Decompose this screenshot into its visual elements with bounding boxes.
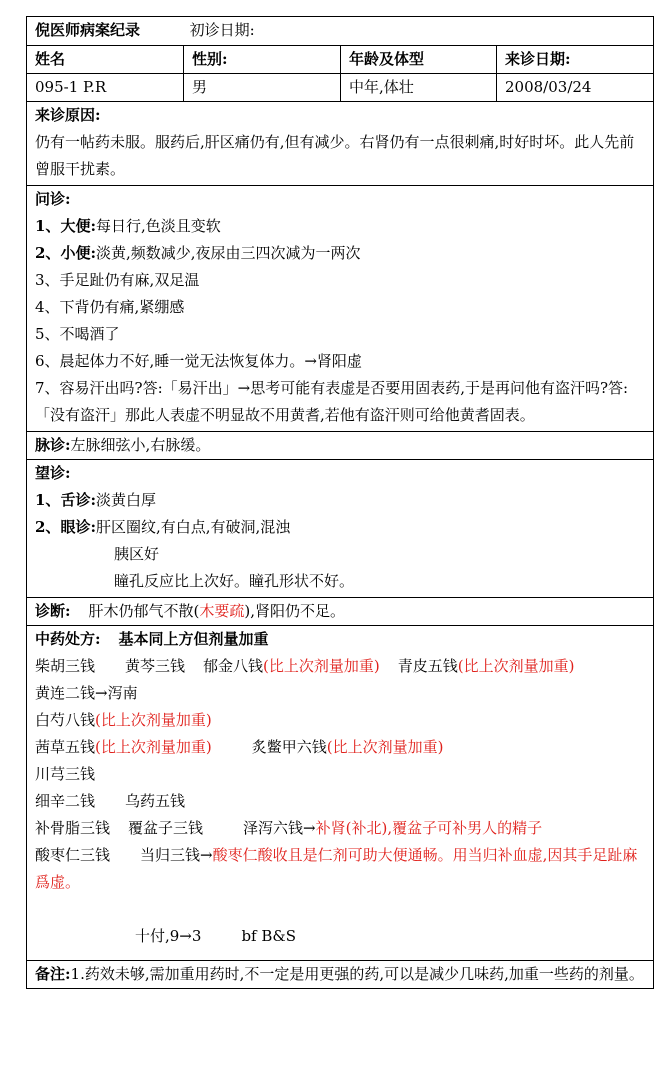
inquiry-item-urine: 2、小便:淡黄,频数减少,夜尿由三四次减为一两次 (35, 244, 361, 262)
prescription-header: 中药处方: 基本同上方但剂量加重 (35, 630, 269, 648)
inquiry-row (27, 186, 654, 432)
remarks-text: 备注:1.药效未够,需加重用药时,不一定是用更强的药,可以是减少几味药,加重一些药的剂量。 (35, 965, 644, 983)
inspection-label: 望诊: (35, 464, 71, 482)
reason-row (27, 102, 654, 186)
inquiry-label: 问诊: (35, 190, 71, 208)
herb-line-7: 补骨脂三钱 覆盆子三钱 泽泻六钱→补肾(补北),覆盆子可补男人的精子 (35, 819, 543, 837)
diagnosis-row: 诊断: 肝木仍郁气不散(木要疏),肾阳仍不足。 (27, 598, 654, 626)
diagnosis-note: 木要疏 (199, 602, 245, 620)
herb-line-3: 白芍八钱(比上次剂量加重) (35, 711, 212, 729)
eye-diagnosis-line-2: 胰区好 (114, 545, 160, 563)
reason-text: 仍有一帖药未服。服药后,肝区痛仍有,但有减少。右肾仍有一点很刺痛,时好时坏。此人先前曾服干扰素。 (35, 133, 635, 178)
pulse-row (27, 432, 654, 460)
eye-diagnosis: 2、眼诊:肝区圈纹,有白点,有破洞,混浊 (35, 518, 291, 536)
herb-line-2: 黄连二钱→泻南 (35, 684, 138, 702)
pulse-label: 脉诊: (35, 436, 71, 454)
eye-diagnosis-line-3: 瞳孔反应比上次好。瞳孔形状不好。 (114, 572, 355, 590)
patient-header-row (27, 46, 654, 74)
herb-line-6: 细辛二钱 乌药五钱 (35, 792, 186, 810)
case-record-table (26, 16, 654, 989)
inquiry-item-7: 7、容易汗出吗?答:「易汗出」→思考可能有表虚是否要用固表药,于是再问他有盗汗吗?答:「没有盗汗」那此人表虚不明显故不用黄耆,若他有盗汗则可给他黄耆固表。 (35, 379, 629, 424)
herb-line-1: 柴胡三钱 黄芩三钱 郁金八钱(比上次剂量加重) 青皮五钱(比上次剂量加重) (35, 657, 575, 675)
diagnosis-label: 诊断: (35, 602, 71, 620)
page-bottom-edge (0, 1066, 659, 1076)
patient-value-row (27, 74, 654, 102)
value-age-build: 中年,体壮 (341, 74, 497, 102)
header-visit-date: 来诊日期: (497, 46, 654, 74)
record-title: 倪医师病案纪录 (35, 21, 141, 39)
reason-label: 来诊原因: (35, 106, 101, 124)
value-visit-date: 2008/03/24 (497, 74, 654, 102)
header-name: 姓名 (27, 46, 184, 74)
first-visit-label: 初诊日期: (189, 21, 255, 39)
dosage-line: 十付,9→3 bf B&S (135, 927, 297, 945)
inspection-row (27, 460, 654, 598)
header-gender: 性别: (184, 46, 341, 74)
inquiry-item-4: 4、下背仍有痛,紧绷感 (35, 298, 185, 316)
inquiry-item-5: 5、不喝酒了 (35, 325, 120, 343)
title-row (27, 17, 654, 46)
remarks-row (27, 961, 654, 989)
herb-line-4: 茜草五钱(比上次剂量加重) 炙鳖甲六钱(比上次剂量加重) (35, 738, 444, 756)
herb-line-8: 酸枣仁三钱 当归三钱→酸枣仁酸收且是仁剂可助大便通畅。用当归补血虚,因其手足趾麻爲虚。 (35, 846, 638, 891)
herb-line-5: 川芎三钱 (35, 765, 96, 783)
header-age-build: 年龄及体型 (341, 46, 497, 74)
value-gender: 男 (184, 74, 341, 102)
value-name: 095-1 P.R (27, 74, 184, 102)
pulse-text: 左脉细弦小,右脉缓。 (70, 436, 211, 454)
inquiry-item-3: 3、手足趾仍有麻,双足温 (35, 271, 200, 289)
prescription-row (27, 626, 654, 961)
inquiry-item-stool: 1、大便:每日行,色淡且变软 (35, 217, 221, 235)
tongue-diagnosis: 1、舌诊:淡黄白厚 (35, 491, 157, 509)
inquiry-item-6: 6、晨起体力不好,睡一觉无法恢复体力。→肾阳虚 (35, 352, 362, 370)
